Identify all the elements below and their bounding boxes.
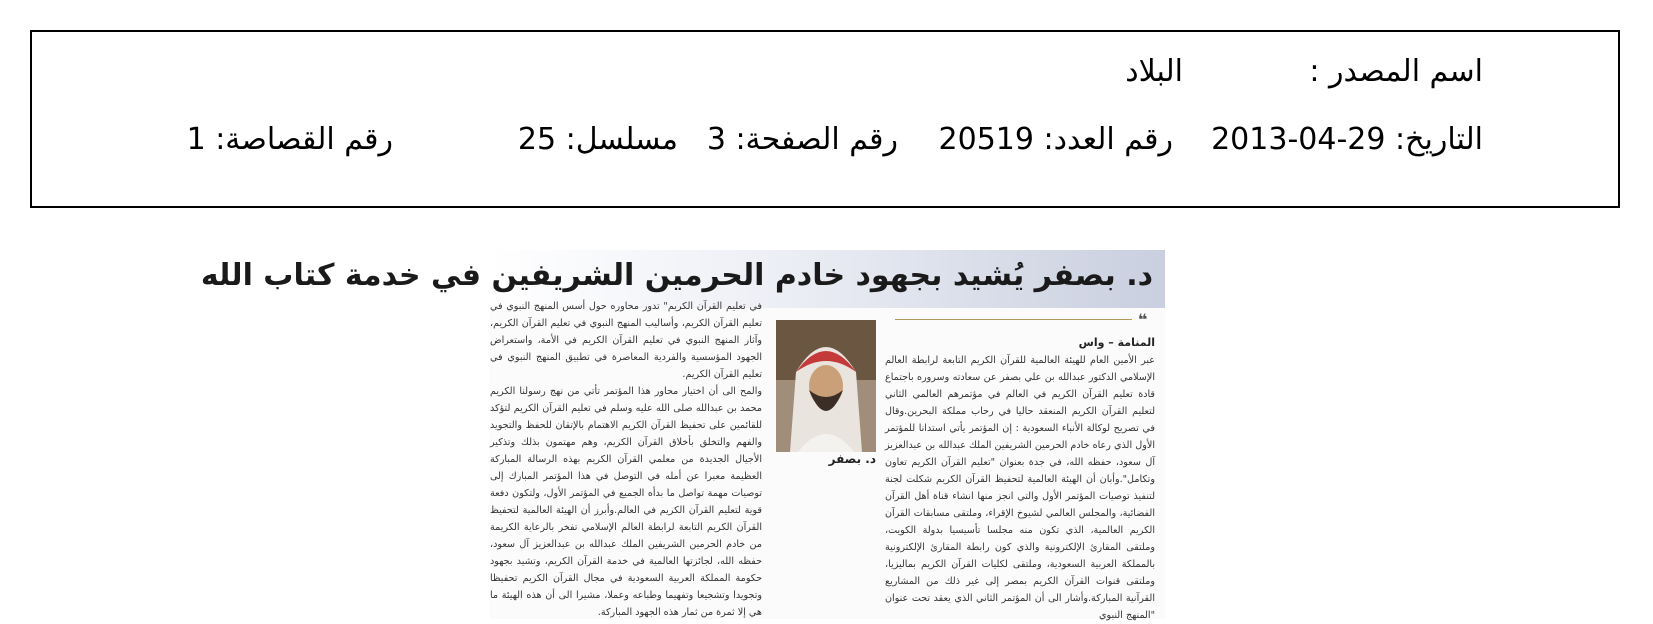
source-name: البلاد [1125, 54, 1183, 89]
article-right-column [885, 352, 1155, 621]
date-field: التاريخ: 29-04-2013 [1211, 122, 1483, 157]
source-label: اسم المصدر : [1309, 54, 1483, 89]
serial-field: مسلسل: 25 [517, 122, 678, 157]
clip-number-field: رقم القصاصة: 1 [186, 122, 393, 157]
page-number-field: رقم الصفحة: 3 [706, 122, 898, 157]
newspaper-clipping [200, 250, 1165, 621]
quote-mark-icon: ❝ [1138, 310, 1148, 329]
author-photo [776, 320, 876, 452]
issue-number-field: رقم العدد: 20519 [938, 122, 1173, 157]
article-dateline: المنامة – واس [1078, 336, 1155, 349]
article-paragraph: والمح الى أن اختيار محاور هذا المؤتمر تأتي من نهج رسولنا الكريم محمد بن عبدالله صلى الله عليه وسلم في تعليم القرآن الكريم لتؤكد للقائمين على تحفيظ القرآن الكريم الاهتمام بالإتقان للحفظ والتجويد والفهم والتخلق بأخلاق القرآن الكريم، وهم مهتمون بذلك وتذكير الأجيال الجديدة من معلمي القرآن الكريم بهذه الرسالة المباركة العظيمة معبرا عن أمله في التوصل في هذا المؤتمر المبارك إلى توصيات مهمة تواصل ما بدأه الجميع في المؤتمر الأول، ولتكون دفعة قوية لتعليم القرآن الكريم في العالم.وأبرز أن الهيئة العالمية لتحفيظ القرآن الكريم التابعة لرابطة العالم الإسلامي تفخر بالرعاية الكريمة من خادم الحرمين الشريفين الملك عبدالله بن عبدالعزيز آل سعود، حفظه الله، لجائزتها العالمية في خدمة القرآن الكريم، وتشيد بجهود حكومة المملكة العربية السعودية في مجال القرآن الكريم تحفيظا وتجويدا وتشجيعا وتفهيما وطباعه وعملا، مشيرا الى أن هذه الهيئة ما هي إلا ثمرة من ثمار هذه الجهود المباركة. [490, 386, 762, 618]
clipping-info-box [30, 30, 1620, 208]
photo-caption: د. بصفر [828, 452, 876, 466]
article-left-column [490, 294, 762, 620]
article-paragraph: عبر الأمين العام للهيئة العالمية للقرآن الكريم التابعة لرابطة العالم الإسلامي الدكتور عبدالله بن علي بصفر عن سعادته وسروره باجتماع قادة تعليم القرآن الكريم في العالم في مؤتمرهم العالمي الثاني لتعليم القرآن الكريم المنعقد حاليا في رحاب مملكة البحرين.وقال في تصريح لوكالة الأنباء السعودية : إن المؤتمر يأتي استدانا للمؤتمر الأول الذي رعاه خادم الحرمين الشريفين الملك عبدالله بن عبدالعزيز آل سعود، حفظه الله، في جدة بعنوان "تعليم القرآن الكريم تعاون وتكامل".وأبان أن الهيئة العالمية لتحفيظ القرآن الكريم شكلت لجنة لتنفيذ توصيات المؤتمر الأول والتي انجز منها انشاء قناة أهل القرآن الفضائية، والمجلس العالمي لشيوخ الإقراء، وملتقى مسابقات القرآن الكريم العالمية، الذي تكون منه مجلسا تأسيسيا بدولة الكويت، وملتقى المقارئ الإلكترونية والذي كون رابطة المقارئ الإلكترونية بالمملكة العربية السعودية، وملتقى لكليات القرآن الكريم بماليزيا، وملتقى قنوات القرآن الكريم بمصر إلى غير ذلك من المشاريع القرآنية المباركة.وأشار الى أن المؤتمر الثاني الذي يعقد تحت عنوان "المنهج النبوي [885, 355, 1155, 621]
decorative-rule [895, 319, 1132, 320]
article-paragraph: في تعليم القرآن الكريم" تدور محاوره حول أسس المنهج النبوي في تعليم القرآن الكريم، وأساليب المنهج النبوي في تعليم القرآن الكريم، وآثار المنهج النبوي في تعليم القرآن الكريم في الأمة، واستعراض الجهود المؤسسية والفردية المعاصرة في تطبيق المنهج النبوي في تعليم القرآن الكريم. [490, 301, 762, 380]
article-headline: د. بصفر يُشيد بجهود خادم الحرمين الشريفين في خدمة كتاب الله [200, 258, 1153, 293]
portrait-illustration [776, 320, 876, 452]
